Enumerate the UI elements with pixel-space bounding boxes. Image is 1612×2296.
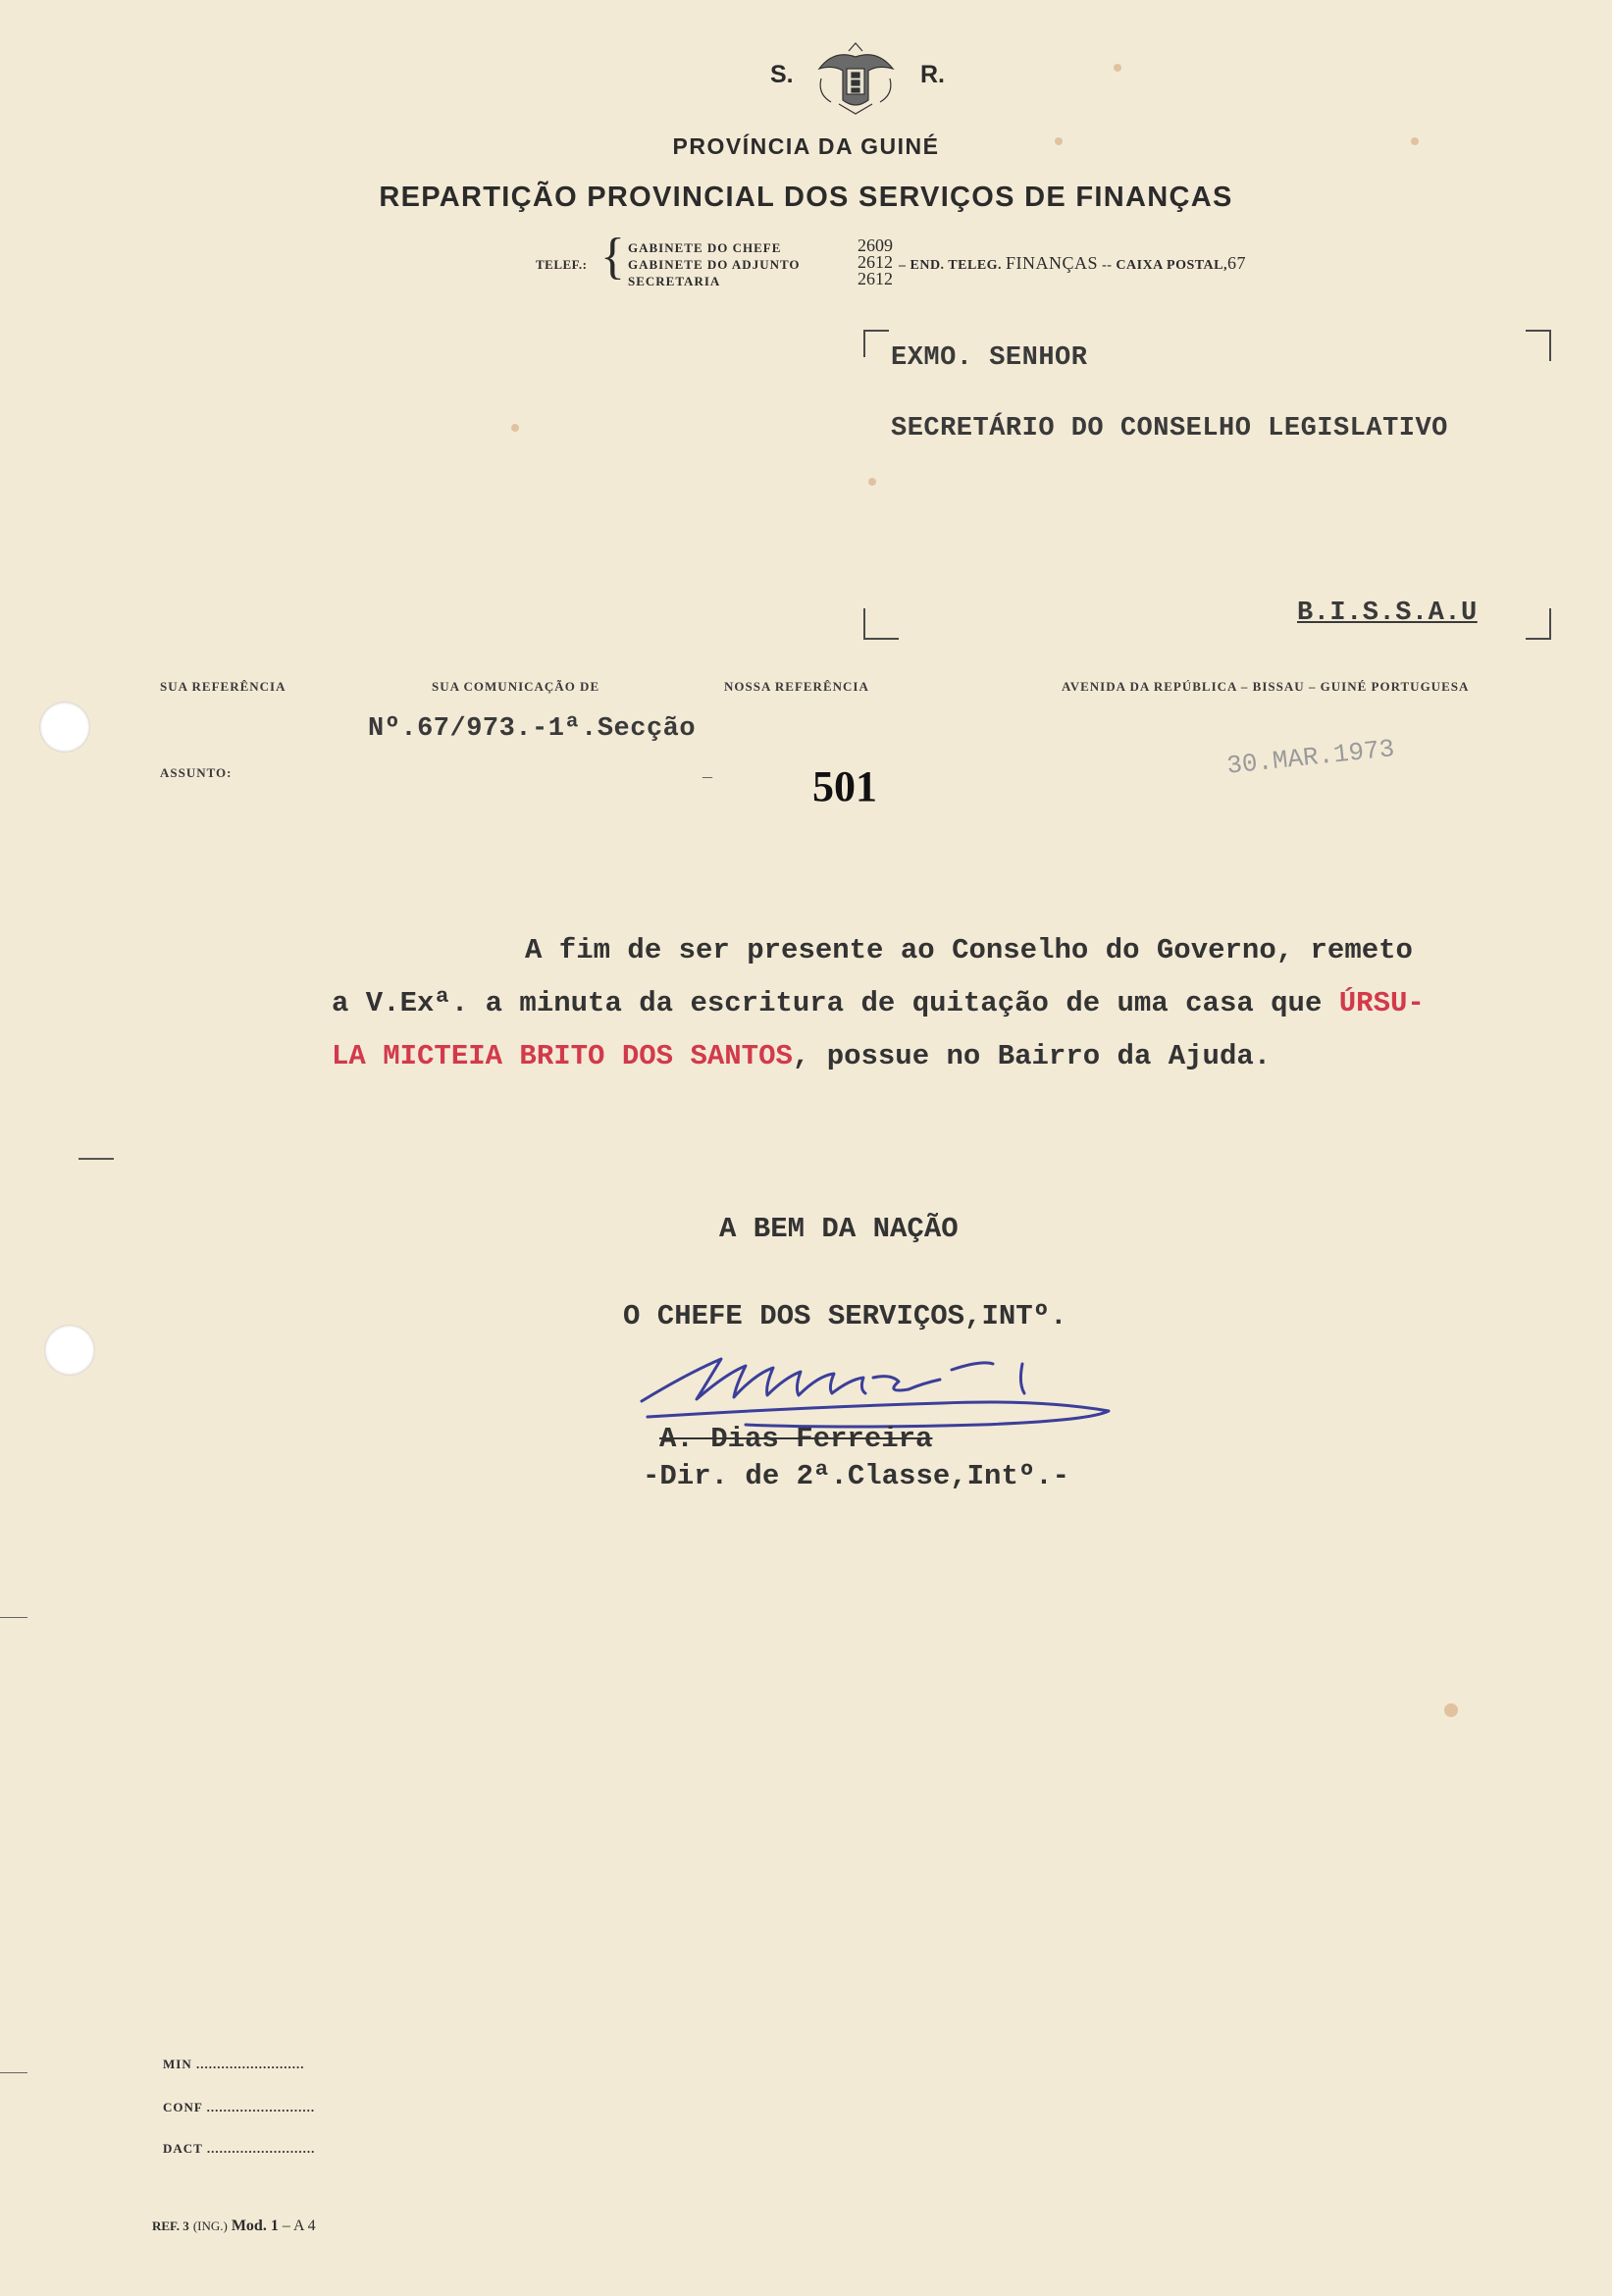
margin-mark — [0, 1617, 27, 1618]
body-line-1: A fim de ser presente ao Conselho do Governo, remeto — [525, 934, 1413, 966]
footer-conf-label: CONF — [163, 2100, 203, 2114]
paper-stain — [868, 478, 876, 486]
header-reparticao: REPARTIÇÃO PROVINCIAL DOS SERVIÇOS DE FINANÇAS — [379, 182, 1233, 213]
body-line-2 — [332, 987, 1425, 1019]
body-line-3 — [332, 1040, 1271, 1072]
header-r: R. — [920, 61, 945, 88]
label-sua-comunicacao: SUA COMUNICAÇÃO DE — [432, 679, 600, 694]
caixa-postal-label: -- CAIXA POSTAL, — [1102, 258, 1227, 273]
addressee-line2: SECRETÁRIO DO CONSELHO LEGISLATIVO — [891, 414, 1448, 444]
footer-dact — [163, 2141, 315, 2157]
phone-number: 2609 — [858, 235, 893, 255]
coat-of-arms-icon — [809, 39, 903, 118]
phone-label: GABINETE DO ADJUNTO — [628, 257, 801, 272]
header-s: S. — [770, 61, 794, 88]
paper-stain — [1444, 1703, 1458, 1717]
brace-icon: { — [600, 229, 625, 285]
paper-stain — [511, 424, 519, 432]
footer-conf — [163, 2100, 315, 2115]
phone-number: 2612 — [858, 252, 893, 272]
hole-punch — [39, 702, 90, 753]
reference-value: Nº.67/973.-1ª.Secção — [368, 714, 697, 744]
window-corner — [863, 608, 899, 640]
ref-suffix: – A 4 — [282, 2218, 316, 2234]
assunto-dash: – — [702, 765, 712, 787]
body-name-red-part1: ÚRSU- — [1338, 987, 1425, 1019]
end-teleg-prefix: – END. TELEG. — [899, 258, 1003, 273]
window-corner — [1526, 608, 1551, 640]
phone-number: 2612 — [858, 269, 893, 288]
end-teleg-value: FINANÇAS — [1006, 253, 1099, 273]
addressee-line1: EXMO. SENHOR — [891, 343, 1088, 373]
hole-punch — [44, 1325, 95, 1376]
label-nossa-referencia: NOSSA REFERÊNCIA — [724, 679, 869, 694]
phone-label: GABINETE DO CHEFE — [628, 240, 782, 255]
caixa-postal-value: 67 — [1227, 253, 1246, 273]
margin-mark — [78, 1158, 114, 1160]
registry-number-stamp: 501 — [812, 762, 877, 810]
signatory-name: A. Dias Ferreira — [659, 1423, 933, 1455]
body-line-3-text: , possue no Bairro da Ajuda. — [792, 1040, 1272, 1072]
ref-mod: Mod. 1 — [231, 2218, 279, 2234]
label-sua-referencia: SUA REFERÊNCIA — [160, 679, 286, 694]
signatory-rank: -Dir. de 2ª.Classe,Intº.- — [643, 1460, 1070, 1492]
closing-salutation: A BEM DA NAÇÃO — [719, 1213, 959, 1245]
telef-label: TELEF.: — [536, 257, 588, 272]
date-stamp: 30.MAR.1973 — [1224, 734, 1396, 781]
footer-dots: .......................... — [195, 2057, 305, 2071]
phone-label: SECRETARIA — [628, 274, 721, 288]
footer-min — [163, 2057, 304, 2072]
paper-stain — [1114, 64, 1121, 72]
body-line-2-text: a V.Exª. a minuta da escritura de quitação de uma casa que — [332, 987, 1323, 1019]
ref-ing: (ING.) — [192, 2218, 228, 2233]
footer-dots: .......................... — [206, 2141, 316, 2156]
label-address: AVENIDA DA REPÚBLICA – BISSAU – GUINÉ PORTUGUESA — [1062, 679, 1470, 694]
label-assunto: ASSUNTO: — [160, 765, 233, 780]
window-corner — [863, 330, 889, 357]
header-provincia: PROVÍNCIA DA GUINÉ — [672, 133, 940, 159]
margin-mark — [0, 2072, 27, 2073]
ref-prefix: REF. 3 — [152, 2218, 189, 2233]
telegraph-address — [899, 253, 1246, 274]
body-name-red-part2: LA MICTEIA BRITO DOS SANTOS — [332, 1040, 793, 1072]
window-corner — [1526, 330, 1551, 361]
closing-title: O CHEFE DOS SERVIÇOS,INTº. — [623, 1300, 1067, 1332]
addressee-city: B.I.S.S.A.U — [1297, 599, 1478, 628]
footer-dots: .......................... — [206, 2100, 316, 2114]
footer-dact-label: DACT — [163, 2141, 203, 2156]
footer-min-label: MIN — [163, 2057, 192, 2071]
form-reference — [152, 2218, 316, 2235]
